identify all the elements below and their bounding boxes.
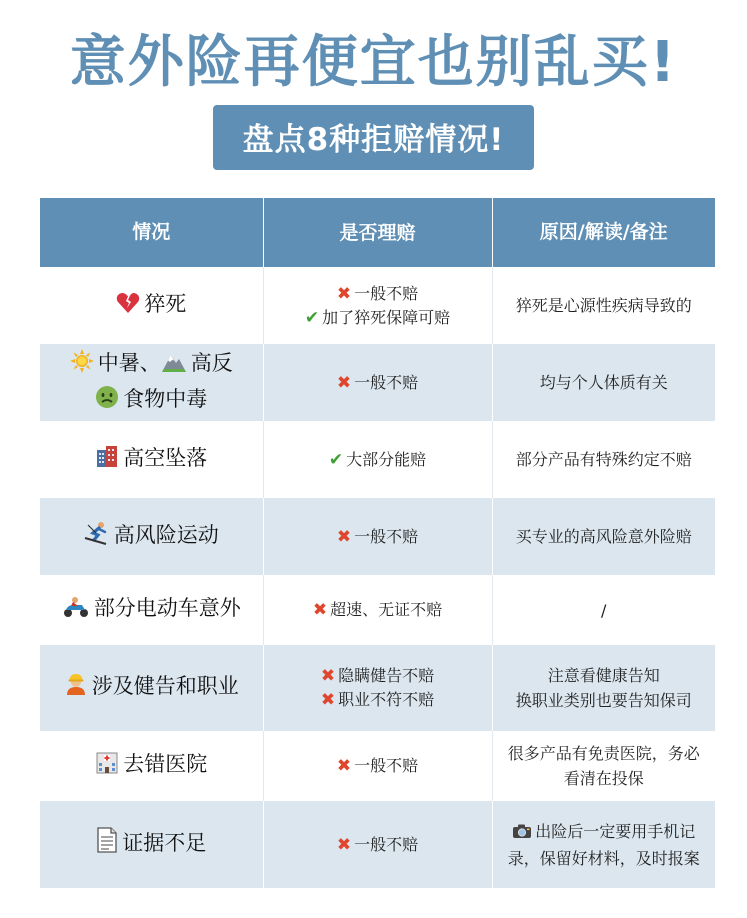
- situation-cell: 中暑、 高反 食物中毒: [40, 344, 263, 421]
- skier-icon: [84, 521, 110, 555]
- situation-cell: 去错医院: [40, 731, 263, 801]
- cross-icon: ✖: [336, 526, 352, 547]
- header-notes: 原因/解读/备注: [492, 198, 715, 267]
- table-row: [40, 731, 715, 801]
- table-row: [40, 344, 715, 421]
- situation-cell: 部分电动车意外: [40, 575, 263, 645]
- hospital-icon: [95, 750, 119, 784]
- sun-icon: [70, 349, 94, 383]
- subtitle-banner: [0, 105, 747, 170]
- claim-cell: ✖ 超速、无证不赔: [263, 575, 492, 645]
- nauseated-face-icon: [95, 385, 119, 419]
- cross-icon: ✖: [320, 690, 336, 710]
- notes-cell: 注意看健康告知 换职业类别也要告知保司: [492, 645, 715, 731]
- table-row: [40, 421, 715, 498]
- header-situation: 情况: [40, 198, 263, 267]
- claim-cell: ✖ 一般不赔: [263, 801, 492, 888]
- check-icon: ✔: [328, 449, 344, 470]
- notes-cell: /: [492, 575, 715, 645]
- scooter-icon: [62, 595, 90, 628]
- notes-cell: 均与个人体质有关: [492, 344, 715, 421]
- claim-cell: ✖ 一般不赔: [263, 498, 492, 575]
- cross-icon: ✖: [336, 372, 352, 393]
- notes-cell: 买专业的高风险意外险赔: [492, 498, 715, 575]
- situation-cell: 高风险运动: [40, 498, 263, 575]
- table-header-row: [40, 198, 715, 267]
- notes-cell: 出险后一定要用手机记 录，保留好材料，及时报案: [492, 801, 715, 888]
- worker-icon: [64, 672, 88, 706]
- camera-icon: [512, 821, 532, 846]
- cross-icon: ✖: [336, 834, 352, 855]
- claim-cell: ✖ 一般不赔: [263, 731, 492, 801]
- document-icon: [96, 827, 118, 863]
- check-icon: ✔: [304, 307, 320, 328]
- table-row: [40, 267, 715, 344]
- claim-cell: ✔ 大部分能赔: [263, 421, 492, 498]
- cross-icon: ✖: [320, 666, 336, 686]
- cross-icon: ✖: [336, 756, 352, 776]
- claim-cell: ✖ 隐瞒健告不赔 ✖ 职业不符不赔: [263, 645, 492, 731]
- situation-cell: 涉及健告和职业: [40, 645, 263, 731]
- subtitle: 盘点8种拒赔情况!: [213, 105, 535, 170]
- notes-cell: 部分产品有特殊约定不赔: [492, 421, 715, 498]
- table-row: [40, 575, 715, 645]
- situation-cell: 高空坠落: [40, 421, 263, 498]
- claim-cell: ✖ 一般不赔: [263, 344, 492, 421]
- cross-icon: ✖: [312, 600, 328, 620]
- broken-heart-icon: [116, 291, 140, 324]
- header-claim: 是否理赔: [263, 198, 492, 267]
- page-title: 意外险再便宜也别乱买!: [69, 30, 678, 95]
- building-icon: [95, 444, 119, 478]
- claim-cell: ✖ 一般不赔 ✔ 加了猝死保障可赔: [263, 267, 492, 344]
- notes-cell: 很多产品有免责医院，务必 看清在投保: [492, 731, 715, 801]
- claims-table: [40, 198, 715, 888]
- situation-cell: 猝死: [40, 267, 263, 344]
- cross-icon: ✖: [336, 283, 352, 304]
- situation-cell: 证据不足: [40, 801, 263, 888]
- table-row: [40, 645, 715, 731]
- table-row: [40, 801, 715, 888]
- table-row: [40, 498, 715, 575]
- notes-cell: 猝死是心源性疾病导致的: [492, 267, 715, 344]
- mountain-icon: [161, 350, 187, 383]
